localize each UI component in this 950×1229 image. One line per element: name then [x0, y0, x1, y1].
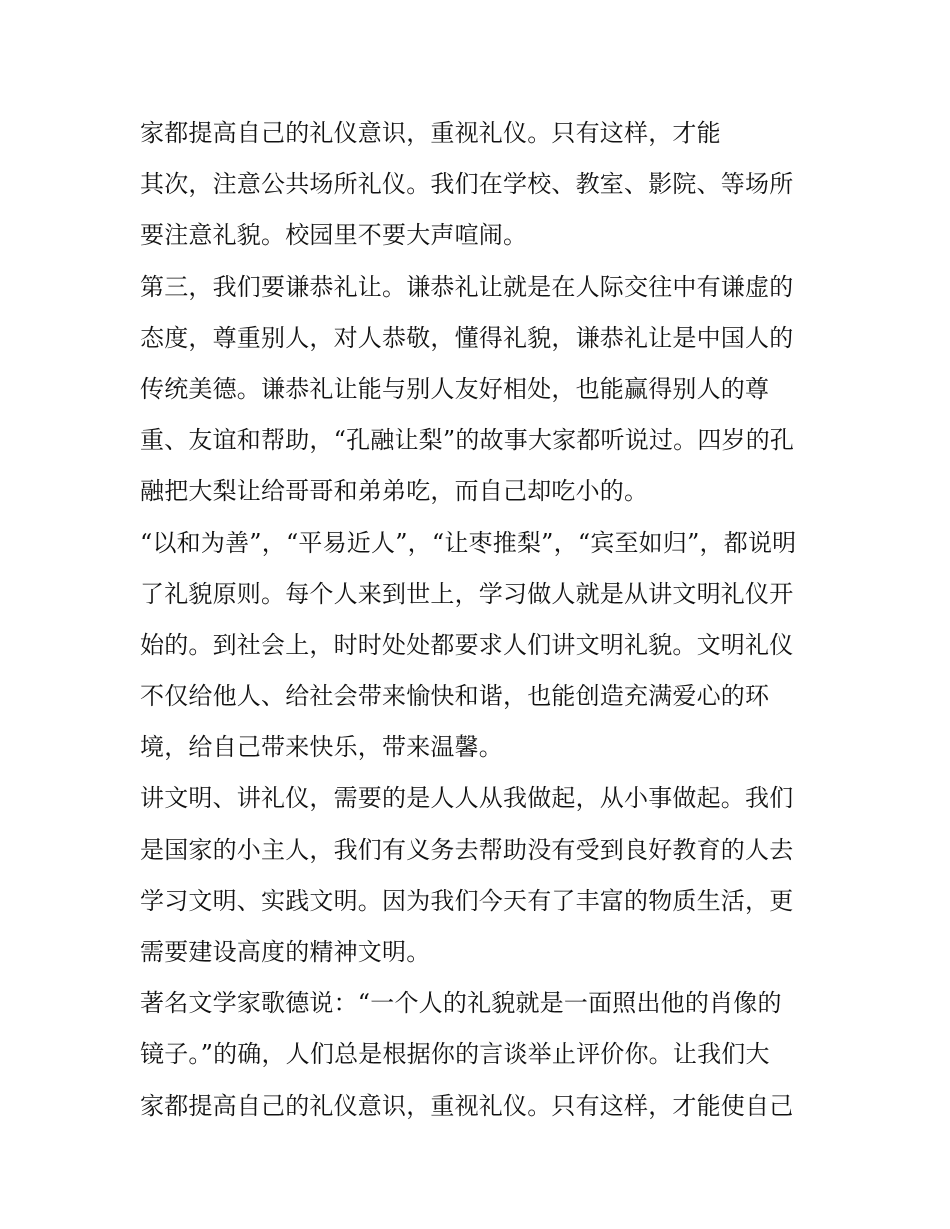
document-body	[140, 108, 820, 1132]
text-line: 了礼貌原则。每个人来到世上，学习做人就是从讲文明礼仪开	[140, 579, 794, 608]
text-line: 态度，尊重别人，对人恭敬，懂得礼貌，谦恭礼让是中国人的	[140, 323, 794, 352]
text-line: 境，给自己带来快乐，带来温馨。	[140, 733, 503, 762]
text-line: 是国家的小主人，我们有义务去帮助没有受到良好教育的人去	[140, 835, 794, 864]
text-line: 要注意礼貌。校园里不要大声喧闹。	[140, 221, 528, 250]
text-line: 需要建设高度的精神文明。	[140, 938, 431, 966]
text-line: 家都提高自己的礼仪意识，重视礼仪。只有这样，才能使自己	[140, 1091, 794, 1120]
text-line: 不仅给他人、给社会带来愉快和谐，也能创造充满爱心的环	[140, 682, 770, 711]
text-line: “以和为善”，“平易近人”，“让枣推梨”，“宾至如归”，都说明	[140, 528, 797, 557]
text-line: 家都提高自己的礼仪意识，重视礼仪。只有这样，才能	[140, 119, 721, 147]
text-line: 始的。到社会上，时时处处都要求人们讲文明礼貌。文明礼仪	[140, 630, 794, 659]
text-line: 第三，我们要谦恭礼让。谦恭礼让就是在人际交往中有谦虚的	[140, 272, 794, 301]
text-line: 镜子。”的确，人们总是根据你的言谈举止评价你。让我们大	[140, 1040, 770, 1069]
text-line: 重、友谊和帮助，“孔融让梨”的故事大家都听说过。四岁的孔	[140, 426, 795, 455]
text-line: 其次，注意公共场所礼仪。我们在学校、教室、影院、等场所	[140, 170, 794, 199]
text-line: 著名文学家歌德说：“一个人的礼貌就是一面照出他的肖像的	[140, 989, 782, 1018]
text-line: 学习文明、实践文明。因为我们今天有了丰富的物质生活，更	[140, 886, 794, 915]
text-line: 传统美德。谦恭礼让能与别人友好相处，也能赢得别人的尊	[140, 374, 770, 403]
text-line: 融把大梨让给哥哥和弟弟吃，而自己却吃小的。	[140, 477, 649, 506]
text-line: 讲文明、讲礼仪，需要的是人人从我做起，从小事做起。我们	[140, 784, 794, 813]
